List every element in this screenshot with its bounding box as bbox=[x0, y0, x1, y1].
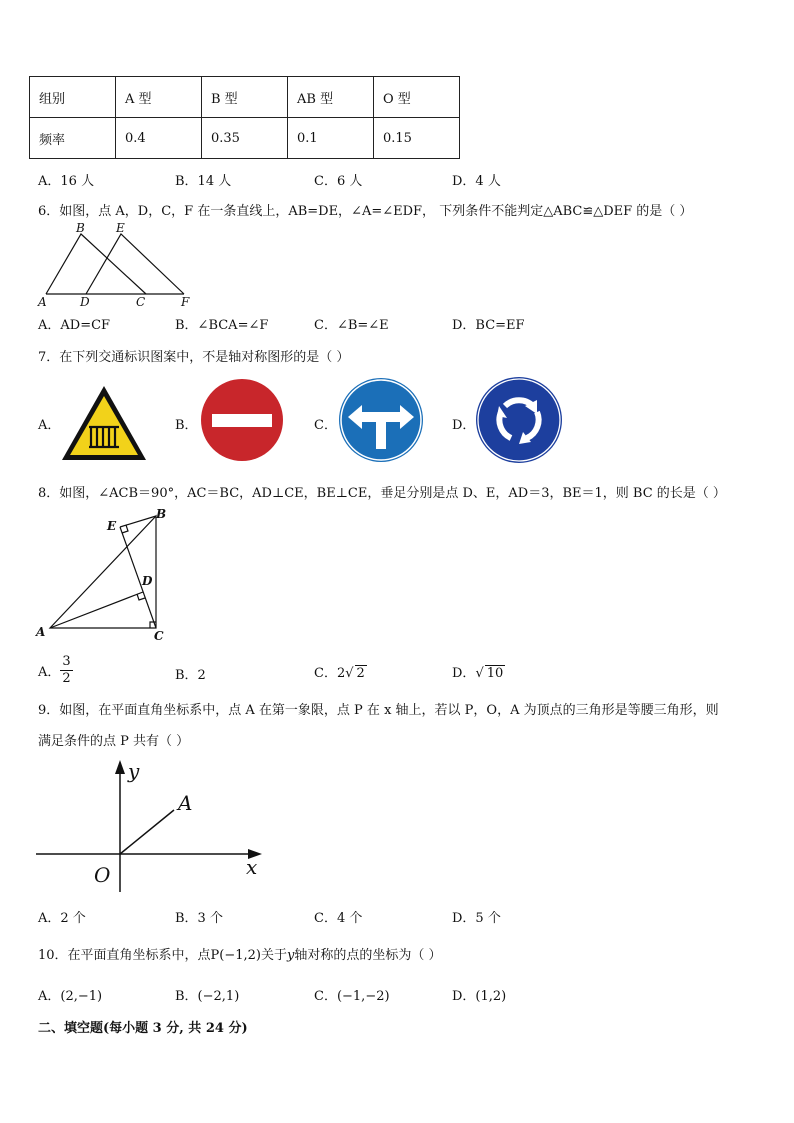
table-cell: 0.4 bbox=[116, 118, 202, 159]
q6-option-d[interactable]: D．BC=EF bbox=[452, 318, 525, 333]
label-x: x bbox=[246, 855, 258, 879]
q10-option-a[interactable]: A．(2,−1) bbox=[38, 989, 103, 1004]
q9-option-c[interactable]: C．4 个 bbox=[314, 911, 363, 926]
q7-option-b-letter[interactable]: B． bbox=[175, 418, 198, 433]
label-a: A bbox=[178, 791, 193, 815]
table-cell: 0.15 bbox=[374, 118, 460, 159]
q5-option-a[interactable]: A．16 人 bbox=[38, 174, 95, 189]
fraction bbox=[60, 654, 72, 687]
table-cell: 组别 bbox=[30, 77, 116, 118]
option-letter: D． bbox=[452, 666, 476, 681]
radicand: 10 bbox=[486, 666, 504, 681]
q7-option-c-letter[interactable]: C． bbox=[314, 418, 337, 433]
q7-stem: 7．在下列交通标识图案中，不是轴对称图形的是（ ） bbox=[38, 350, 350, 365]
table-cell: B 型 bbox=[202, 77, 288, 118]
q10-stem-pre: 10．在平面直角坐标系中，点 bbox=[38, 948, 211, 963]
q9-stem-line2: 满足条件的点 P 共有（ ） bbox=[38, 734, 190, 749]
turn-left-or-right-sign-icon[interactable] bbox=[338, 377, 426, 465]
label-o: O bbox=[94, 863, 111, 887]
table-cell: 0.1 bbox=[288, 118, 374, 159]
option-letter: C． bbox=[314, 666, 337, 681]
q9-stem-line1: 9．如图，在平面直角坐标系中，点 A 在第一象限，点 P 在 x 轴上，若以 P，O，A 为顶点的三角形是等腰三角形，则 bbox=[38, 703, 719, 718]
frequency-table bbox=[29, 76, 460, 159]
q8-option-c[interactable] bbox=[314, 662, 367, 681]
q8-option-a[interactable] bbox=[38, 654, 73, 687]
q10-point: P(−1,2) bbox=[210, 948, 262, 963]
label-d: D bbox=[142, 574, 153, 588]
q9-option-d[interactable]: D．5 个 bbox=[452, 911, 501, 926]
table-row bbox=[30, 118, 460, 159]
q10-stem-mid: 关于 bbox=[261, 948, 288, 963]
option-letter: A． bbox=[38, 665, 61, 680]
q10-option-b[interactable]: B．(−2,1) bbox=[175, 989, 240, 1004]
label-c: C bbox=[154, 629, 164, 643]
table-cell: AB 型 bbox=[288, 77, 374, 118]
line-ad bbox=[50, 592, 143, 628]
radicand: 2 bbox=[356, 666, 365, 681]
q8-option-b[interactable]: B．2 bbox=[175, 668, 206, 683]
label-a: A bbox=[38, 295, 47, 309]
roundabout-sign-icon[interactable] bbox=[475, 376, 563, 464]
q5-option-b[interactable]: B．14 人 bbox=[175, 174, 232, 189]
q6-triangles-figure bbox=[36, 220, 196, 310]
label-e: E bbox=[107, 519, 117, 533]
numerator: 3 bbox=[62, 654, 71, 669]
label-d: D bbox=[80, 295, 90, 309]
label-b: B bbox=[156, 507, 167, 521]
table-cell: 0.35 bbox=[202, 118, 288, 159]
warning-railway-sign-icon[interactable] bbox=[59, 383, 149, 463]
q6-option-b[interactable]: B．∠BCA=∠F bbox=[175, 318, 269, 333]
q10-option-c[interactable]: C．(−1,−2) bbox=[314, 989, 390, 1004]
q8-stem: 8．如图，∠ACB＝90°，AC＝BC，AD⊥CE，BE⊥CE，垂足分别是点 D、E，AD＝3，BE＝1，则 BC 的长是（ ） bbox=[38, 486, 726, 501]
label-b: B bbox=[76, 221, 85, 235]
label-y: y bbox=[128, 759, 140, 783]
sqrt-sign: √ bbox=[475, 666, 484, 681]
q10-stem-post: 轴对称的点的坐标为（ ） bbox=[294, 948, 442, 963]
label-e: E bbox=[116, 221, 125, 235]
denominator: 2 bbox=[62, 671, 71, 686]
q10-axis: y bbox=[287, 948, 295, 963]
label-c: C bbox=[136, 295, 146, 309]
q7-option-d-letter[interactable]: D． bbox=[452, 418, 476, 433]
q8-triangle-figure bbox=[34, 506, 174, 646]
q5-option-c[interactable]: C．6 人 bbox=[314, 174, 363, 189]
triangle-abc bbox=[50, 516, 156, 628]
q9-option-a[interactable]: A．2 个 bbox=[38, 911, 86, 926]
table-cell: O 型 bbox=[374, 77, 460, 118]
q5-option-d[interactable]: D．4 人 bbox=[452, 174, 501, 189]
segment-oa bbox=[120, 810, 174, 854]
q6-stem: 6．如图，点 A，D，C，F 在一条直线上，AB=DE，∠A=∠EDF， 下列条件不能判定△ABC≌△DEF 的是（ ） bbox=[38, 204, 693, 219]
sqrt-sign: √ bbox=[345, 666, 354, 681]
y-arrow bbox=[115, 760, 125, 774]
q10-option-d[interactable]: D．(1,2) bbox=[452, 989, 507, 1004]
table-cell: 频率 bbox=[30, 118, 116, 159]
q8-option-d[interactable] bbox=[452, 662, 505, 681]
q10-stem bbox=[38, 944, 442, 963]
q6-option-c[interactable]: C．∠B=∠E bbox=[314, 318, 389, 333]
label-f: F bbox=[181, 295, 190, 309]
triangle-def bbox=[86, 234, 184, 294]
no-entry-sign-icon[interactable] bbox=[200, 378, 286, 464]
q6-option-a[interactable]: A．AD=CF bbox=[38, 318, 111, 333]
coefficient: 2 bbox=[336, 666, 346, 681]
q7-option-a-letter[interactable]: A． bbox=[38, 418, 61, 433]
table-header-row bbox=[30, 77, 460, 118]
label-a: A bbox=[36, 625, 46, 639]
table-cell: A 型 bbox=[116, 77, 202, 118]
section-heading: 二、填空题(每小题 3 分, 共 24 分) bbox=[38, 1021, 248, 1036]
q9-coordinate-figure bbox=[36, 758, 266, 898]
q9-option-b[interactable]: B．3 个 bbox=[175, 911, 223, 926]
